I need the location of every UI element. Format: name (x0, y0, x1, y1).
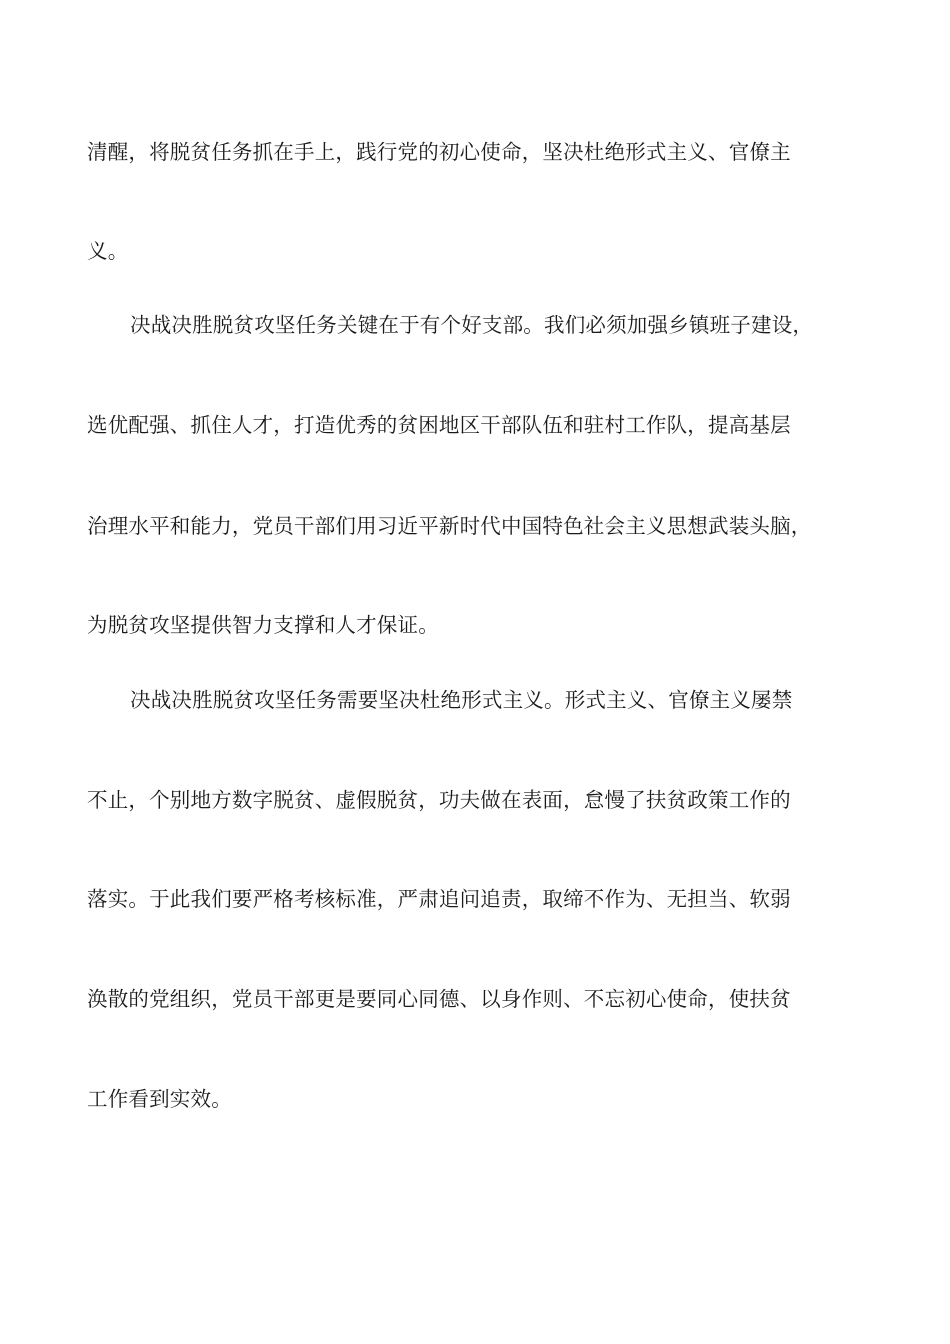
paragraph-1-line-2: 义。 (87, 239, 129, 263)
paragraph-1-line-1: 清醒，将脱贫任务抓在手上，践行党的初心使命，坚决杜绝形式主义、官僚主 (87, 140, 791, 164)
paragraph-3-line-1: 决战决胜脱贫攻坚任务需要坚决杜绝形式主义。形式主义、官僚主义屡禁 (130, 688, 793, 712)
paragraph-3-line-4: 涣散的党组织，党员干部更是要同心同德、以身作则、不忘初心使命，使扶贫 (87, 987, 791, 1011)
paragraph-3-line-5: 工作看到实效。 (87, 1087, 232, 1111)
paragraph-3-line-3: 落实。于此我们要严格考核标准，严肃追问追责，取缔不作为、无担当、软弱 (87, 887, 791, 911)
paragraph-2-line-1: 决战决胜脱贫攻坚任务关键在于有个好支部。我们必须加强乡镇班子建设， (130, 313, 814, 337)
paragraph-2-line-2: 选优配强、抓住人才，打造优秀的贫困地区干部队伍和驻村工作队，提高基层 (87, 413, 791, 437)
paragraph-3-line-2: 不止，个别地方数字脱贫、虚假脱贫，功夫做在表面，怠慢了扶贫政策工作的 (87, 788, 791, 812)
paragraph-2-line-3: 治理水平和能力，党员干部们用习近平新时代中国特色社会主义思想武装头脑， (87, 514, 812, 538)
paragraph-2-line-4: 为脱贫攻坚提供智力支撑和人才保证。 (87, 613, 439, 637)
